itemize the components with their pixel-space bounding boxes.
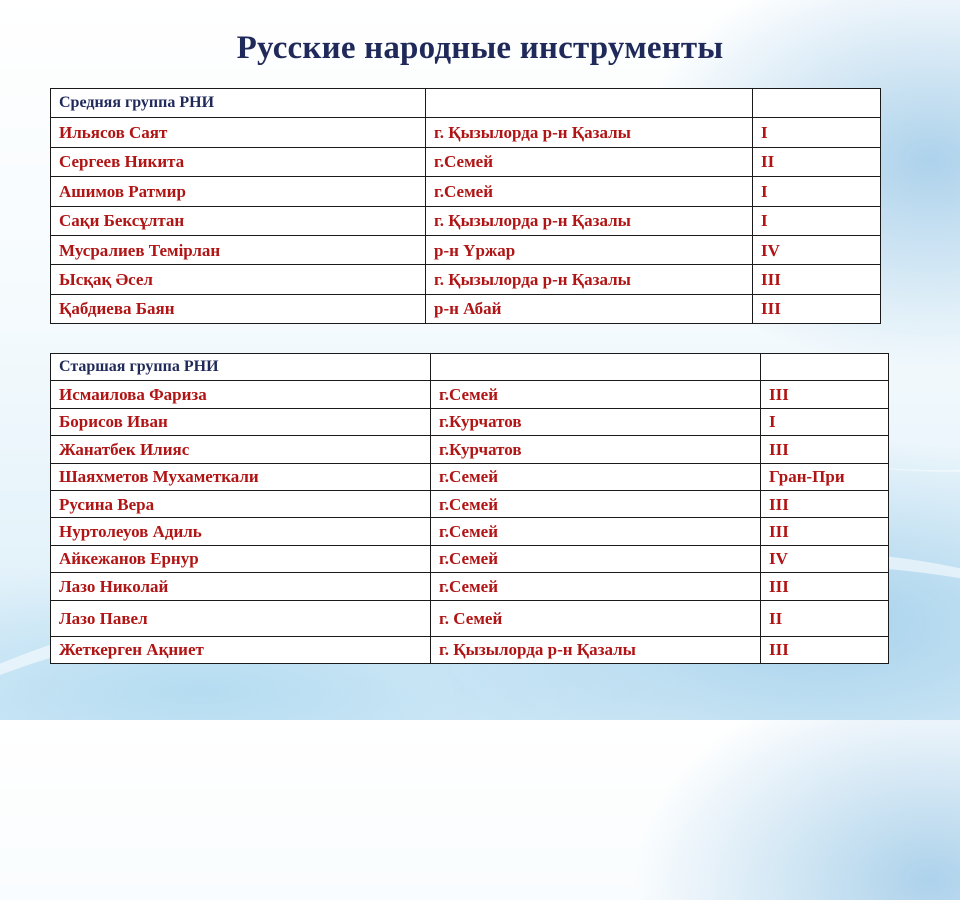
participant-place: I [753, 118, 881, 147]
participant-place: III [761, 636, 889, 663]
participant-city: г.Семей [431, 573, 761, 600]
table-row [51, 518, 889, 545]
middle-group-header-row [51, 89, 881, 118]
participant-place: Гран-При [761, 463, 889, 490]
table-row [51, 381, 889, 408]
table-row [51, 636, 889, 663]
participant-name: Ильясов Саят [51, 118, 426, 147]
table-row [51, 294, 881, 323]
participant-city: г. Қызылорда р-н Қазалы [426, 265, 753, 294]
participant-place: III [753, 265, 881, 294]
table-row [51, 408, 889, 435]
participant-name: Лазо Николай [51, 573, 431, 600]
table-row [51, 490, 889, 517]
participant-city: г.Семей [426, 177, 753, 206]
participant-name: Нуртолеуов Адиль [51, 518, 431, 545]
participant-city: г.Семей [431, 381, 761, 408]
participant-city: г.Семей [426, 147, 753, 176]
empty-cell [426, 89, 753, 118]
participant-city: р-н Үржар [426, 235, 753, 264]
participant-place: IV [761, 545, 889, 572]
participant-city: г.Семей [431, 545, 761, 572]
empty-cell [431, 354, 761, 381]
table-row [51, 177, 881, 206]
participant-city: г.Курчатов [431, 436, 761, 463]
participant-place: III [761, 518, 889, 545]
participant-name: Жанатбек Илияс [51, 436, 431, 463]
table-row [51, 600, 889, 636]
middle-group-header: Средняя группа РНИ [51, 89, 426, 118]
participant-name: Исмаилова Фариза [51, 381, 431, 408]
empty-cell [753, 89, 881, 118]
participant-place: I [761, 408, 889, 435]
participant-name: Айкежанов Ернур [51, 545, 431, 572]
participant-name: Сергеев Никита [51, 147, 426, 176]
participant-name: Лазо Павел [51, 600, 431, 636]
participant-city: г. Семей [431, 600, 761, 636]
middle-group-table [50, 88, 881, 324]
participant-name: Шаяхметов Мухаметкали [51, 463, 431, 490]
table-row [51, 573, 889, 600]
participant-name: Русина Вера [51, 490, 431, 517]
table-row [51, 147, 881, 176]
empty-cell [761, 354, 889, 381]
senior-group-header: Старшая группа РНИ [51, 354, 431, 381]
participant-city: р-н Абай [426, 294, 753, 323]
participant-city: г. Қызылорда р-н Қазалы [426, 206, 753, 235]
participant-place: IV [753, 235, 881, 264]
participant-place: III [761, 573, 889, 600]
participant-name: Жеткерген Ақниет [51, 636, 431, 663]
participant-name: Ашимов Ратмир [51, 177, 426, 206]
participant-place: I [753, 177, 881, 206]
participant-city: г. Қызылорда р-н Қазалы [426, 118, 753, 147]
participant-place: III [753, 294, 881, 323]
table-row [51, 436, 889, 463]
table-row [51, 206, 881, 235]
participant-city: г.Семей [431, 463, 761, 490]
participant-city: г.Курчатов [431, 408, 761, 435]
participant-name: Ысқақ Әсел [51, 265, 426, 294]
participant-name: Қабдиева Баян [51, 294, 426, 323]
page-title: Русские народные инструменты [236, 30, 724, 66]
participant-city: г.Семей [431, 490, 761, 517]
participant-place: III [761, 490, 889, 517]
participant-place: III [761, 436, 889, 463]
senior-group-table [50, 353, 889, 664]
table-row [51, 545, 889, 572]
participant-place: II [761, 600, 889, 636]
participant-name: Мусралиев Темірлан [51, 235, 426, 264]
table-row [51, 463, 889, 490]
table-row [51, 235, 881, 264]
participant-name: Сақи Бексұлтан [51, 206, 426, 235]
participant-place: III [761, 381, 889, 408]
table-row [51, 265, 881, 294]
senior-group-header-row [51, 354, 889, 381]
participant-name: Борисов Иван [51, 408, 431, 435]
participant-city: г. Қызылорда р-н Қазалы [431, 636, 761, 663]
participant-city: г.Семей [431, 518, 761, 545]
table-row [51, 118, 881, 147]
participant-place: I [753, 206, 881, 235]
participant-place: II [753, 147, 881, 176]
